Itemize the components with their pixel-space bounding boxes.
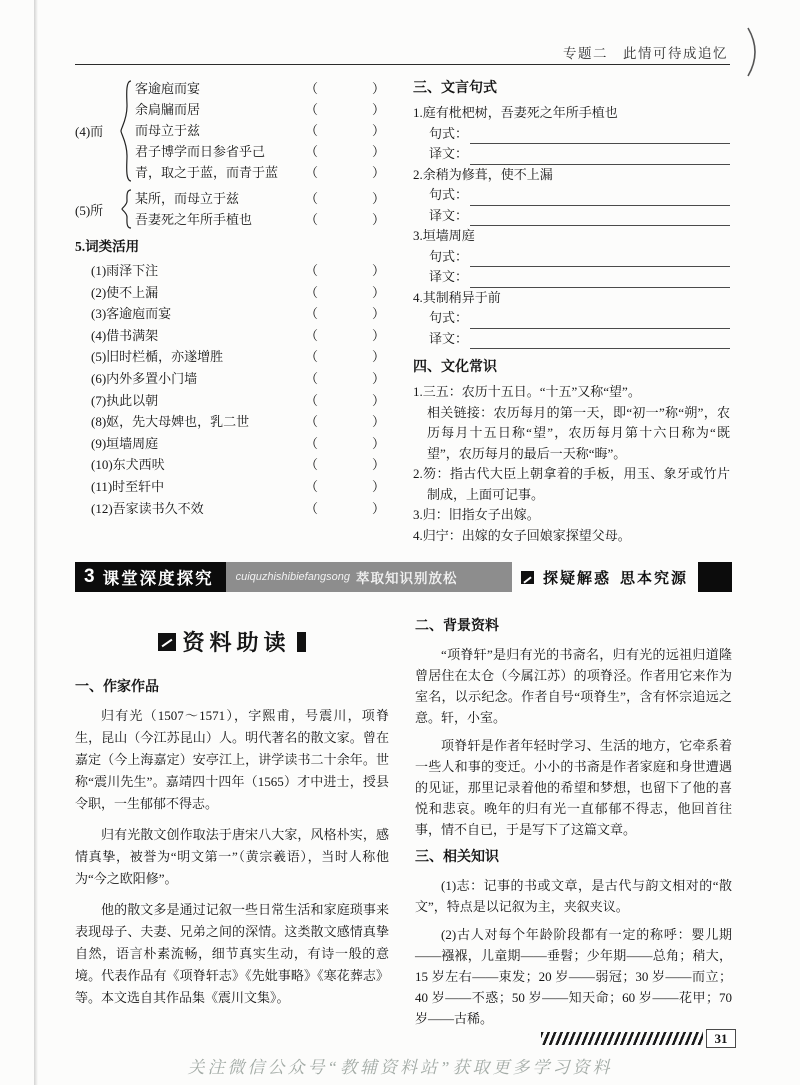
banner-tag-source: 思本究源	[619, 570, 688, 587]
culture-item: 4.归宁：出嫁的女子回娘家探望父母。	[413, 527, 631, 543]
answer-parens	[305, 99, 389, 120]
item-text: 某所，而母立于兹	[135, 191, 240, 206]
reading-area	[75, 610, 732, 1025]
section-title-word-class: 5.词类活用	[75, 239, 140, 254]
culture-related-link: 相关链接：农历每月的第一天，即“初一”称“朔”，农历每月十五日称“望”，农历每月第十六日称为“既望”，农历每月的最后一天称“晦”。	[427, 404, 730, 461]
paren-close: ）	[371, 81, 385, 96]
pattern-blank	[413, 308, 730, 329]
answer-parens	[305, 188, 389, 209]
group-items	[135, 78, 389, 183]
paren-open: （	[305, 123, 319, 138]
word-group-suo	[75, 188, 389, 230]
section-title-author: 一、作家作品	[75, 680, 159, 695]
hatch-bar-decoration	[541, 1032, 703, 1045]
reading-left-column	[75, 610, 389, 1025]
page-number: 31	[706, 1029, 736, 1048]
blank-underline	[470, 252, 730, 267]
paren-close: ）	[371, 349, 385, 365]
exercise-item	[75, 390, 389, 412]
banner-title-block	[75, 562, 226, 592]
translation-blank	[413, 267, 730, 288]
banner-end-bar	[698, 562, 732, 592]
item-text: 余扃牖而居	[135, 102, 201, 117]
culture-item: 3.归：旧指女子出嫁。	[413, 507, 540, 522]
banner-slogan: 萃取知识别放松	[355, 571, 458, 586]
exercise-item	[135, 78, 389, 99]
item-text: (6)内外多置小门墙	[91, 370, 198, 386]
exercise-item	[75, 498, 389, 520]
answer-parens	[305, 209, 389, 230]
paren-open: （	[305, 144, 319, 159]
item-text: (4)借书满架	[91, 327, 159, 343]
exercise-right-column	[413, 78, 730, 546]
scan-shadow	[34, 0, 38, 1085]
paren-open: （	[305, 349, 319, 365]
exercise-item	[75, 282, 389, 304]
section-title-related: 三、相关知识	[415, 850, 499, 865]
culture-section	[413, 357, 730, 546]
banner-title: 课堂深度探究	[102, 569, 214, 588]
item-text: (2)使不上漏	[91, 284, 159, 300]
translation-blank	[413, 144, 730, 165]
answer-parens	[305, 303, 389, 325]
section-title-culture: 四、文化常识	[413, 360, 497, 375]
word-group-er	[75, 78, 389, 183]
answer-parens	[305, 390, 389, 412]
exercise-item	[75, 303, 389, 325]
item-text: (9)垣墙周庭	[91, 435, 159, 451]
section-title-sentence-patterns: 三、文言句式	[413, 81, 497, 96]
paren-close: ）	[371, 212, 385, 227]
title-bar-decoration	[297, 632, 306, 652]
banner-tag-explore: 探疑解惑	[542, 570, 611, 587]
watermark-text: 关注微信公众号“教辅资料站”获取更多学习资料	[187, 1058, 613, 1077]
paren-open: （	[305, 165, 319, 180]
exercise-left-column	[75, 78, 389, 546]
item-text: (3)客逾庖而宴	[91, 306, 172, 322]
brace-icon	[119, 188, 135, 230]
paren-open: （	[305, 392, 319, 408]
sentence: 3.垣墙周庭	[413, 228, 475, 243]
reading-title: 资料助读	[182, 630, 291, 655]
paren-close: ）	[371, 392, 385, 408]
answer-parens	[305, 325, 389, 347]
blank-underline	[470, 211, 730, 226]
answer-parens	[305, 78, 389, 99]
exercise-item	[75, 260, 389, 282]
paren-close: ）	[371, 263, 385, 278]
translation-label: 译文：	[429, 269, 469, 284]
paren-open: （	[305, 457, 319, 473]
background-paragraph: “项脊轩”是归有光的书斋名，归有光的远祖归道隆曾居住在太仓（今属江苏）的项脊泾。作者用它来作为室名，以示纪念。作者自号“项脊生”，含有怀宗追远之意。轩，小室。	[415, 647, 732, 725]
item-text: 青，取之于蓝，而青于蓝	[135, 165, 279, 180]
header-divider	[75, 64, 730, 65]
paren-close: ）	[371, 165, 385, 180]
culture-item: 1.三五：农历十五日。“十五”又称“望”。	[413, 384, 641, 399]
paren-close: ）	[371, 191, 385, 206]
answer-parens	[305, 433, 389, 455]
author-paragraph: 他的散文多是通过记叙一些日常生活和家庭琐事来表现母子、夫妻、兄弟之间的深情。这类散文感情真挚自然，语言朴素流畅，细节真实生动，有诗一般的意境。代表作品有《项脊轩志》《先妣事略》《寒花葬志》等。本文选自其作品集《震川文集》。	[75, 902, 389, 1005]
paren-close: ）	[371, 457, 385, 473]
exercise-item	[135, 162, 389, 183]
section-title-background: 二、背景资料	[415, 619, 499, 634]
blank-underline	[470, 150, 730, 165]
paren-open: （	[305, 81, 319, 96]
blank-underline	[470, 314, 730, 329]
blank-underline	[470, 334, 730, 349]
exercise-item	[135, 209, 389, 230]
page-footer	[541, 1029, 736, 1048]
banner-number: 3	[84, 566, 95, 587]
banner-pinyin: cuiquzhishibiefangsong	[235, 571, 350, 583]
exercise-item	[75, 368, 389, 390]
exercise-item	[135, 99, 389, 120]
item-text: 而母立于兹	[135, 123, 201, 138]
answer-parens	[305, 368, 389, 390]
sentence: 4.其制稍异于前	[413, 289, 501, 305]
paren-close: ）	[371, 370, 385, 386]
pattern-blank	[413, 185, 730, 206]
item-text: (1)雨泽下注	[91, 263, 159, 278]
translation-label: 译文：	[429, 207, 469, 223]
answer-parens	[305, 120, 389, 141]
exercise-item	[75, 411, 389, 433]
author-paragraph: 归有光散文创作取法于唐宋八大家，风格朴实，感情真挚，被誉为“明文第一”（黄宗羲语），当时人称他为“今之欧阳修”。	[75, 827, 389, 886]
exercise-item	[135, 188, 389, 209]
paren-close: ）	[371, 327, 385, 343]
blank-underline	[470, 191, 730, 206]
paren-open: （	[305, 284, 319, 300]
exercise-item	[75, 433, 389, 455]
paren-close: ）	[371, 284, 385, 300]
paren-open: （	[305, 414, 319, 430]
item-text: (8)妪，先大母婢也，乳二世	[91, 414, 250, 430]
ink-pen-icon	[521, 571, 534, 584]
exercise-item	[75, 454, 389, 476]
translation-label: 译文：	[429, 330, 469, 346]
reading-right-column	[415, 610, 732, 1025]
exercise-item	[75, 325, 389, 347]
paren-close: ）	[371, 500, 385, 516]
paren-close: ）	[371, 478, 385, 494]
pattern-blank	[413, 247, 730, 268]
sentence: 2.余稍为修葺，使不上漏	[413, 166, 553, 182]
answer-parens	[305, 411, 389, 433]
blank-underline	[470, 129, 730, 144]
word-class-list	[75, 260, 389, 519]
paren-open: （	[305, 191, 319, 206]
exercise-area	[75, 78, 730, 546]
corner-arc-decoration	[744, 26, 766, 78]
item-text: 客逾庖而宴	[135, 81, 201, 96]
answer-parens	[305, 454, 389, 476]
item-text: 吾妻死之年所手植也	[135, 212, 253, 227]
group-items	[135, 188, 389, 230]
topic-header: 专题二 此情可待成追忆	[563, 46, 728, 61]
translation-blank	[413, 329, 730, 350]
answer-parens	[305, 498, 389, 520]
answer-parens	[305, 282, 389, 304]
background-paragraph: 项脊轩是作者年轻时学习、生活的地方，它牵系着一些人和事的变迁。小小的书斋是作者家庭和身世遭遇的见证，那里记录着他的希望和梦想，也留下了他的喜悦和悲哀。晚年的归有光一直郁郁不得志，他回首往事，情不自已，于是写下了这篇文章。	[415, 738, 732, 837]
exercise-item	[135, 141, 389, 162]
paren-open: （	[305, 212, 319, 227]
paren-close: ）	[371, 144, 385, 159]
translation-label: 译文：	[429, 146, 469, 161]
paren-open: （	[305, 478, 319, 494]
item-text: (11)时至轩中	[91, 478, 165, 494]
item-text: (7)执此以朝	[91, 392, 159, 408]
answer-parens	[305, 141, 389, 162]
paren-open: （	[305, 102, 319, 117]
paren-close: ）	[371, 102, 385, 117]
pattern-label: 句式：	[429, 187, 469, 202]
paren-close: ）	[371, 306, 385, 322]
section-banner	[75, 562, 732, 592]
item-text: 君子博学而日参省乎己	[135, 144, 266, 159]
group-label: (5)所	[75, 202, 104, 218]
sentence: 1.庭有枇杷树，吾妻死之年所手植也	[413, 105, 618, 120]
item-text: (12)吾家读书久不效	[91, 500, 204, 516]
related-paragraph: (1)志：记事的书或文章，是古代与韵文相对的“散文”，特点是以记叙为主，夹叙夹议。	[415, 878, 732, 914]
pattern-label: 句式：	[429, 248, 469, 264]
pattern-blank	[413, 124, 730, 145]
brace-icon	[119, 79, 135, 183]
answer-parens	[305, 346, 389, 368]
paren-open: （	[305, 306, 319, 322]
culture-item: 2.笏：指古代大臣上朝拿着的手板，用玉、象牙或竹片制成，上面可记事。	[413, 466, 730, 502]
answer-parens	[305, 476, 389, 498]
banner-slogan-block	[226, 562, 512, 592]
author-paragraph: 归有光（1507～1571），字熙甫，号震川，项脊生，昆山（今江苏昆山）人。明代著名的散文家。曾在嘉定（今上海嘉定）安亭江上，讲学读书二十余年。世称“震川先生”。嘉靖四十四年（1565）才中进士，授县令职，一生郁郁不得志。	[75, 708, 389, 811]
exercise-item	[135, 120, 389, 141]
reading-title-block	[75, 626, 389, 657]
paren-open: （	[305, 263, 319, 278]
paren-close: ）	[371, 435, 385, 451]
answer-parens	[305, 260, 389, 282]
pattern-label: 句式：	[429, 310, 469, 325]
paren-close: ）	[371, 123, 385, 138]
pen-icon	[158, 633, 176, 651]
paren-close: ）	[371, 414, 385, 430]
exercise-item	[75, 346, 389, 368]
paren-open: （	[305, 370, 319, 386]
item-text: (10)东犬西吠	[91, 457, 165, 473]
paren-open: （	[305, 327, 319, 343]
blank-underline	[470, 273, 730, 288]
related-paragraph: (2)古人对每个年龄阶段都有一定的称呼：婴儿期——襁褓，儿童期——垂髫；少年期——总角；稍大，15 岁左右——束发；20 岁——弱冠；30 岁——而立；40 岁——不惑；50 岁——知天命；60 岁——花甲；70 岁——古稀。	[415, 927, 732, 1025]
paren-open: （	[305, 500, 319, 516]
group-label: (4)而	[75, 124, 104, 139]
pattern-label: 句式：	[429, 125, 469, 141]
translation-blank	[413, 206, 730, 227]
exercise-item	[75, 476, 389, 498]
item-text: (5)旧时栏楯，亦遂增胜	[91, 349, 224, 365]
answer-parens	[305, 162, 389, 183]
paren-open: （	[305, 435, 319, 451]
